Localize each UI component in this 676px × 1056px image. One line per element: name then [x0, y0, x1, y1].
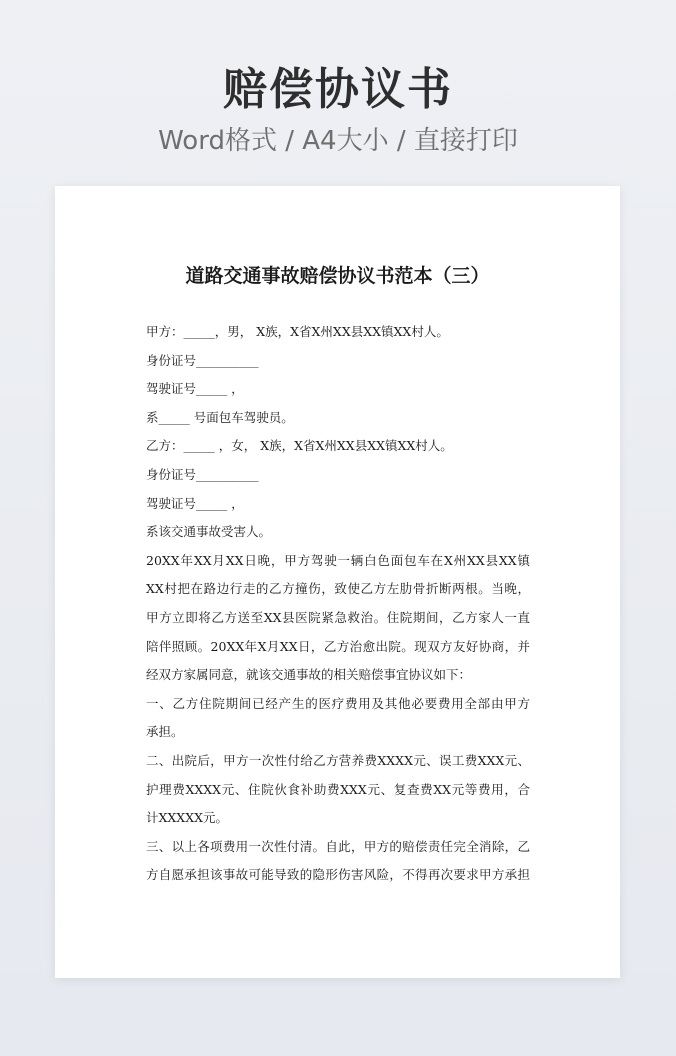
paragraph-line: 陪伴照顾。20XX年X月XX日，乙方治愈出院。现双方友好协商，并: [146, 638, 530, 654]
clause-1-line: 承担。: [146, 724, 184, 740]
party-a-id-line: 身份证号__________: [146, 352, 259, 368]
header-subtitle: Word格式 / A4大小 / 直接打印: [158, 126, 518, 156]
promo-header: [0, 60, 676, 158]
clause-3-line: 三、以上各项费用一次性付清。自此，甲方的赔偿责任完全消除，乙: [146, 838, 530, 854]
party-a-driver-line: 系_____ 号面包车驾驶员。: [146, 409, 294, 425]
document-body: [146, 318, 530, 890]
party-a-line: 甲方：_____，男， X族，X省X州XX县XX镇XX村人。: [146, 324, 449, 339]
party-b-victim-line: 系该交通事故受害人。: [146, 524, 272, 540]
paragraph-line: 20XX年XX月XX日晚，甲方驾驶一辆白色面包车在X州XX县XX镇: [146, 552, 530, 568]
clause-2-line: 计XXXXX元。: [146, 810, 228, 826]
paragraph-line: XX村把在路边行走的乙方撞伤，致使乙方左肋骨折断两根。当晚，: [146, 581, 530, 597]
clause-2-line: 二、出院后，甲方一次性付给乙方营养费XXXX元、误工费XXX元、: [146, 752, 530, 768]
party-b-line: 乙方：_____ ，女， X族，X省X州XX县XX镇XX村人。: [146, 438, 453, 454]
paragraph-line: 甲方立即将乙方送至XX县医院紧急救治。住院期间，乙方家人一直: [146, 609, 530, 625]
party-a-license-line: 驾驶证号_____ ，: [146, 381, 244, 397]
paragraph-line: 经双方家属同意，就该交通事故的相关赔偿事宜协议如下：: [146, 667, 472, 683]
clause-2-line: 护理费XXXX元、住院伙食补助费XXX元、复查费XX元等费用，合: [146, 781, 530, 797]
document-title: 道路交通事故赔偿协议书范本（三）: [185, 265, 490, 287]
clause-1-line: 一、乙方住院期间已经产生的医疗费用及其他必要费用全部由甲方: [146, 695, 530, 711]
party-b-id-line: 身份证号__________: [146, 466, 259, 482]
party-b-license-line: 驾驶证号_____ ，: [146, 495, 244, 511]
clause-3-line: 方自愿承担该事故可能导致的隐形伤害风险，不得再次要求甲方承担: [146, 867, 530, 883]
header-title: 赔偿协议书: [223, 64, 453, 115]
document-page: [55, 186, 620, 978]
